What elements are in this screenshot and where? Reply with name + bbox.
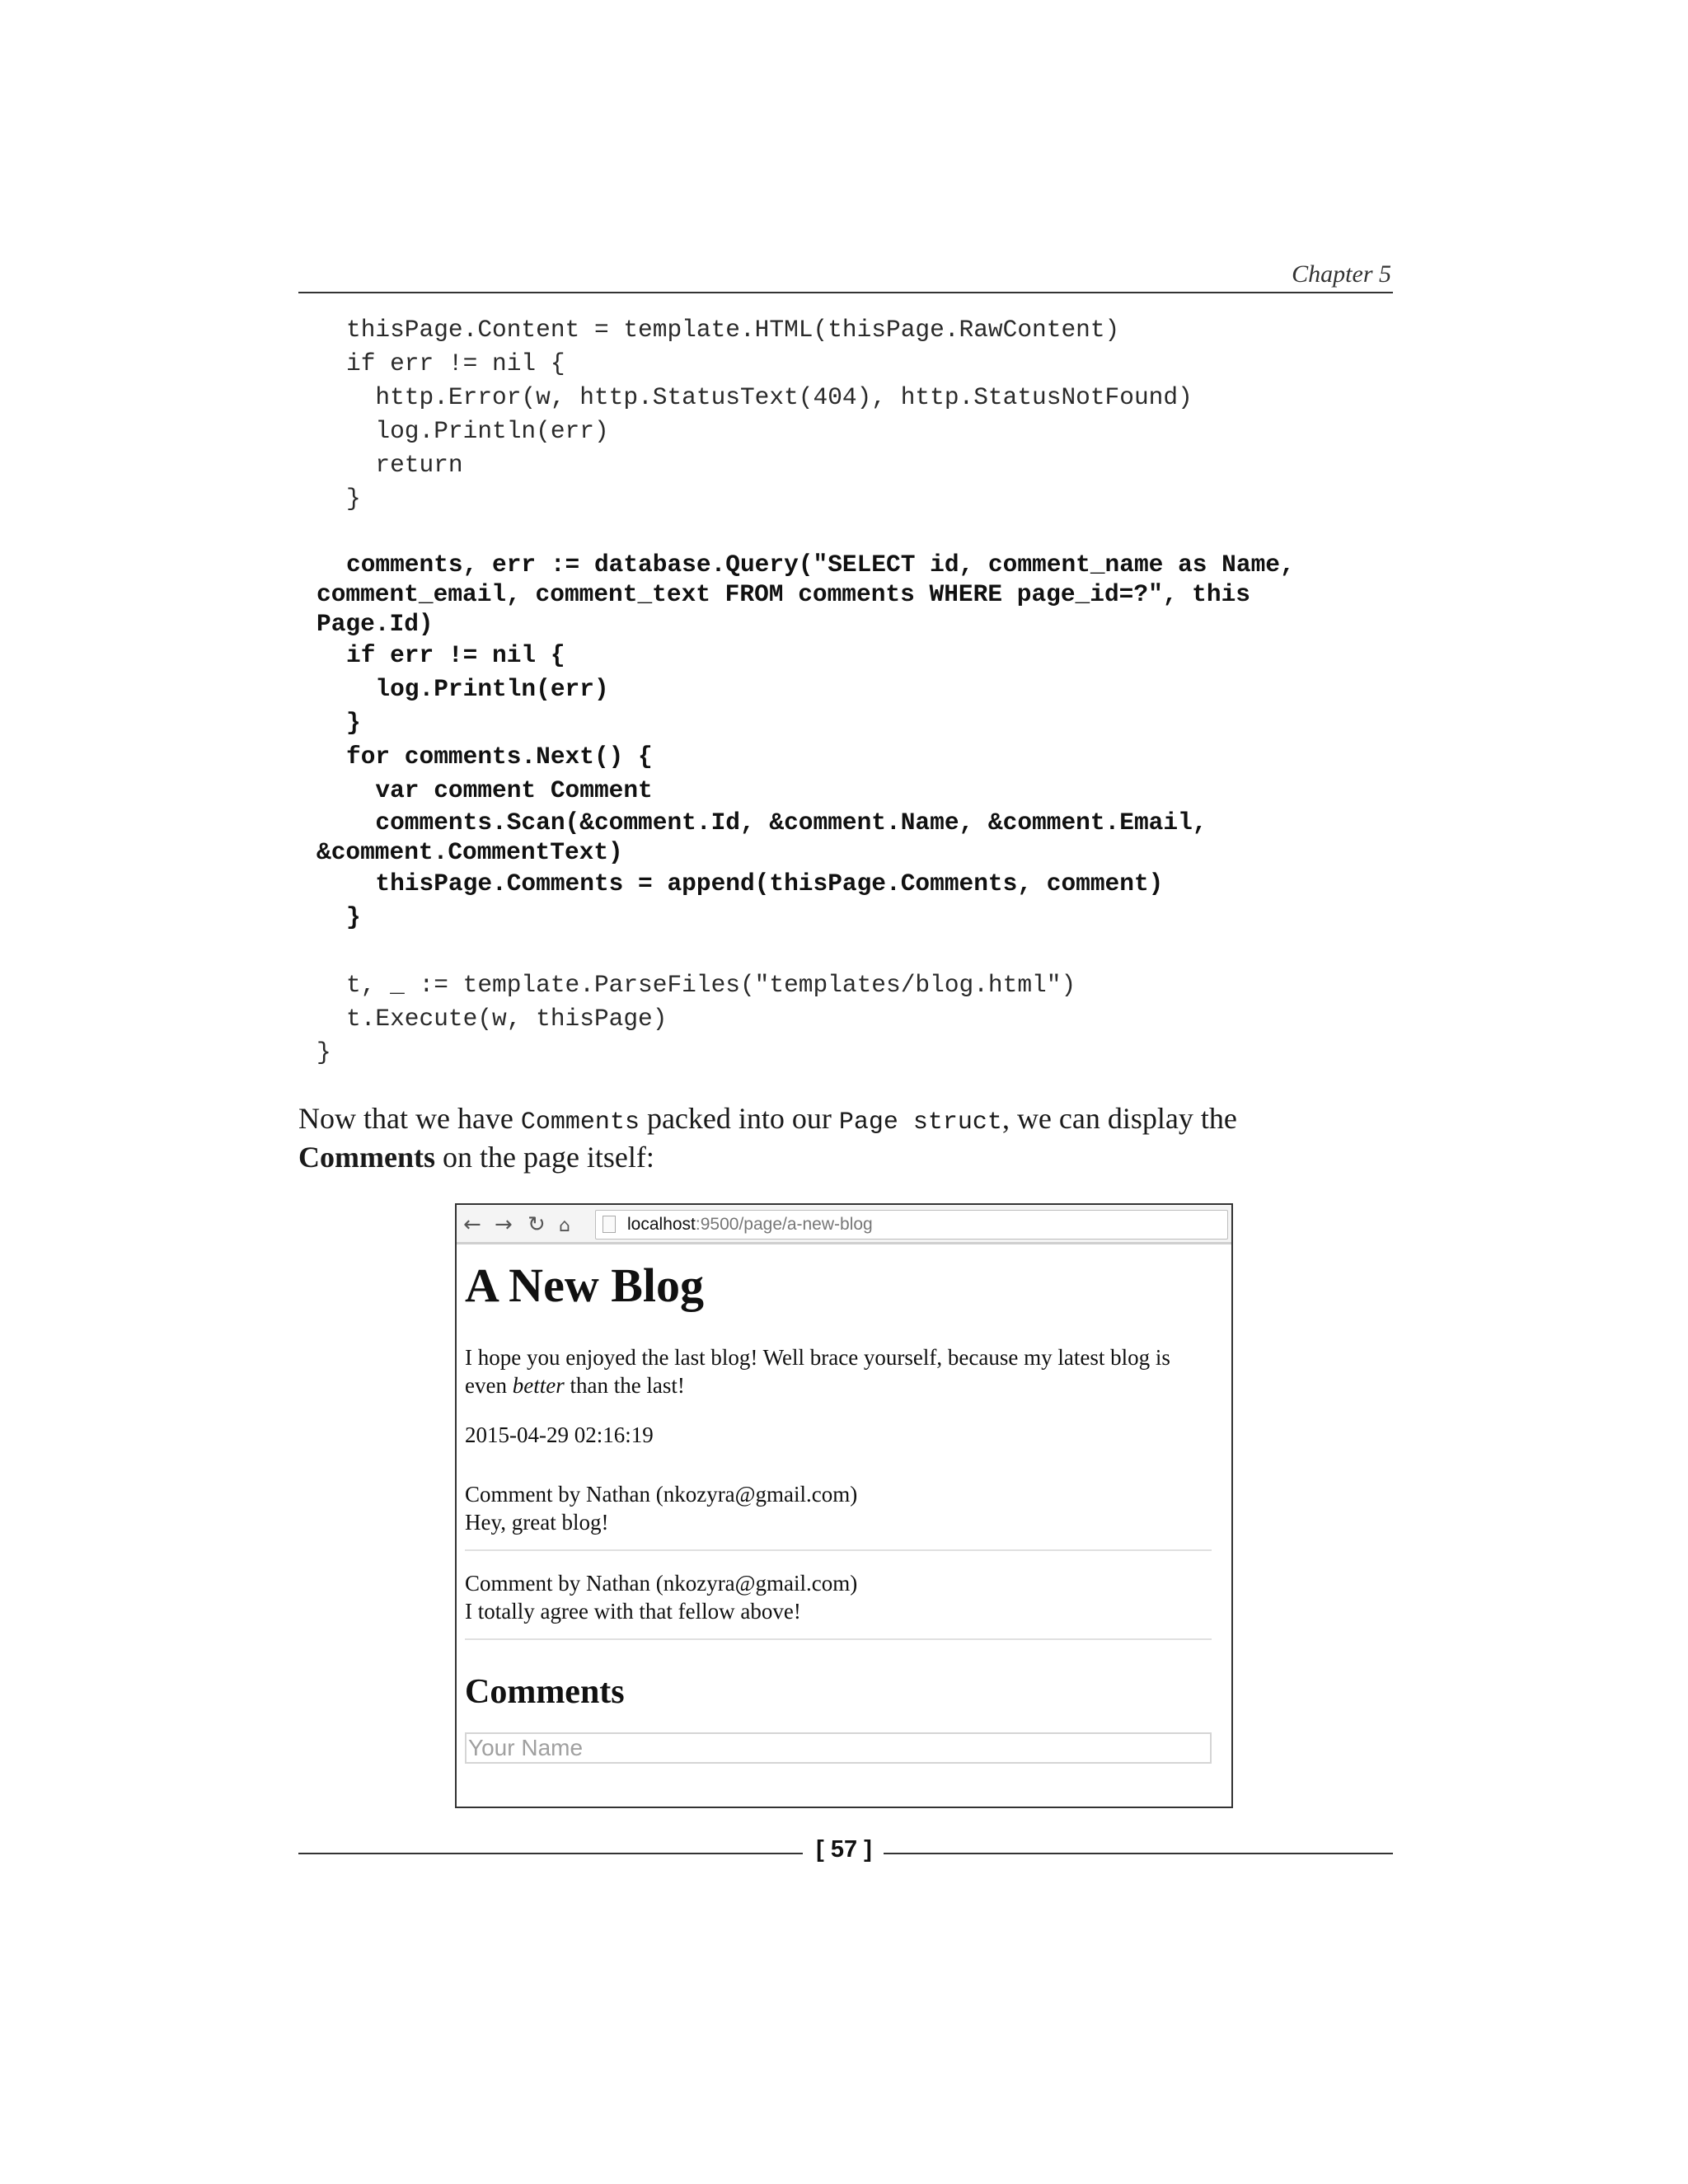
blog-text-part: than the last! bbox=[564, 1373, 685, 1398]
name-input[interactable] bbox=[465, 1732, 1212, 1764]
browser-toolbar bbox=[457, 1205, 1231, 1244]
code-line: } bbox=[346, 485, 361, 513]
code-line: if err != nil { bbox=[346, 349, 565, 377]
comment-byline: Comment by Nathan (nkozyra@gmail.com) bbox=[465, 1482, 858, 1507]
para-text: , we can display the bbox=[1001, 1102, 1237, 1135]
browser-content bbox=[465, 1244, 1212, 1764]
url-host: localhost bbox=[627, 1215, 696, 1234]
code-line: } bbox=[346, 903, 361, 931]
code-gap bbox=[346, 516, 1385, 550]
back-arrow-icon[interactable]: ← bbox=[463, 1212, 481, 1237]
header-rule bbox=[298, 292, 1393, 293]
code-line: } bbox=[316, 1038, 331, 1066]
code-line: for comments.Next() { bbox=[346, 743, 653, 771]
reload-icon[interactable]: ↻ bbox=[528, 1212, 546, 1237]
code-line: log.Println(err) bbox=[346, 675, 609, 703]
para-code-comments: Comments bbox=[520, 1108, 640, 1137]
page-icon bbox=[603, 1216, 616, 1233]
code-line: thisPage.Content = template.HTML(thisPage.RawContent) bbox=[346, 316, 1120, 344]
code-line: log.Println(err) bbox=[346, 417, 609, 445]
comments-heading: Comments bbox=[465, 1673, 625, 1711]
comment-text: Hey, great blog! bbox=[465, 1510, 609, 1535]
code-line: http.Error(w, http.StatusText(404), http.StatusNotFound) bbox=[346, 383, 1193, 411]
blog-text bbox=[465, 1343, 1212, 1399]
browser-screenshot bbox=[455, 1203, 1233, 1808]
code-line: comments.Scan(&comment.Id, &comment.Name, &comment.Email, bbox=[346, 808, 1207, 837]
code-line: var comment Comment bbox=[346, 776, 653, 804]
url-path: :9500/page/a-new-blog bbox=[695, 1215, 873, 1234]
page-number: [ 57 ] bbox=[816, 1836, 872, 1863]
para-text: Now that we have bbox=[298, 1102, 521, 1135]
comment-byline: Comment by Nathan (nkozyra@gmail.com) bbox=[465, 1571, 858, 1596]
comment-text: I totally agree with that fellow above! bbox=[465, 1599, 801, 1624]
comment-divider bbox=[465, 1549, 1212, 1551]
comment bbox=[465, 1480, 1212, 1536]
forward-arrow-icon[interactable]: → bbox=[495, 1212, 513, 1237]
code-block bbox=[316, 313, 1385, 1070]
code-line: } bbox=[346, 709, 361, 737]
code-line: comments, err := database.Query("SELECT id, comment_name as Name, bbox=[346, 551, 1295, 579]
code-line: t, _ := template.ParseFiles("templates/blog.html") bbox=[346, 971, 1076, 999]
code-gap bbox=[346, 935, 1385, 968]
code-line: Page.Id) bbox=[316, 610, 434, 638]
para-bold-comments: Comments bbox=[298, 1141, 435, 1174]
code-line: &comment.CommentText) bbox=[316, 838, 623, 866]
para-text: on the page itself: bbox=[434, 1141, 654, 1174]
code-line: return bbox=[346, 451, 463, 479]
para-code-page-struct: Page struct bbox=[838, 1108, 1002, 1137]
code-line: if err != nil { bbox=[346, 641, 565, 669]
footer-rule-left bbox=[298, 1853, 803, 1854]
code-line: thisPage.Comments = append(thisPage.Comments, comment) bbox=[346, 869, 1164, 898]
blog-text-part: I hope you enjoyed the last blog! Well brace yourself, because my latest blog is even bbox=[465, 1345, 1170, 1398]
body-paragraph bbox=[298, 1101, 1395, 1174]
blog-date: 2015-04-29 02:16:19 bbox=[465, 1422, 654, 1447]
code-line: comment_email, comment_text FROM comments WHERE page_id=?", this bbox=[316, 580, 1250, 608]
chapter-label: Chapter 5 bbox=[1292, 260, 1391, 288]
footer-rule-right bbox=[884, 1853, 1393, 1854]
blog-title: A New Blog bbox=[465, 1258, 704, 1312]
code-line: t.Execute(w, thisPage) bbox=[346, 1005, 668, 1033]
blog-text-emphasis: better bbox=[512, 1373, 565, 1398]
para-text: packed into our bbox=[639, 1102, 839, 1135]
comment bbox=[465, 1569, 1212, 1625]
home-icon[interactable]: ⌂ bbox=[559, 1216, 570, 1236]
address-bar[interactable] bbox=[595, 1210, 1228, 1240]
comment-divider bbox=[465, 1638, 1212, 1640]
